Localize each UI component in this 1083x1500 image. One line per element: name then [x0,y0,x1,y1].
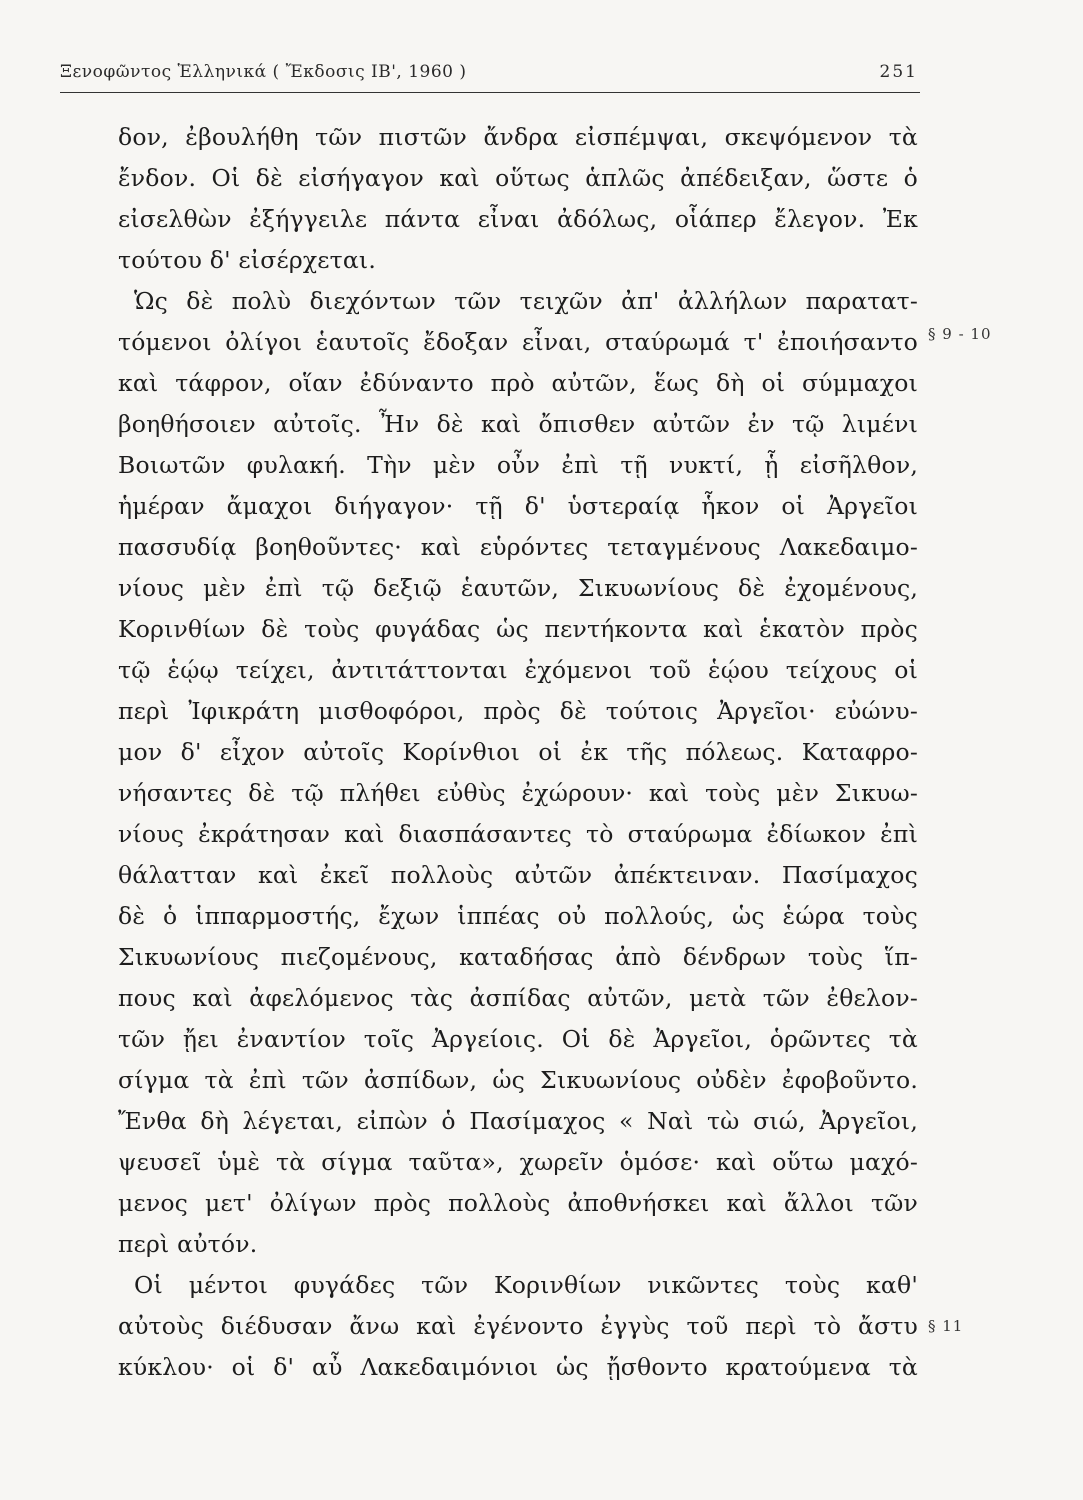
text-line: ἔνδον. Οἱ δὲ εἰσήγαγον καὶ οὕτως ἁπλῶς ἀπέδειξαν, ὥστε ὁ [118,164,918,192]
text-line: δὲ ὁ ἱππαρμοστής, ἔχων ἱππέας οὐ πολλούς, ὡς ἑώρα τοὺς [118,902,918,930]
text-line: θάλατταν καὶ ἐκεῖ πολλοὺς αὐτῶν ἀπέκτειναν. Πασίμαχος [118,861,918,889]
text-line: Κορινθίων δὲ τοὺς φυγάδας ὡς πεντήκοντα καὶ ἑκατὸν πρὸς [118,615,918,643]
text-line: νήσαντες δὲ τῷ πλήθει εὐθὺς ἐχώρουν· καὶ τοὺς μὲν Σικυω- [118,779,918,807]
text-line: περὶ αὐτόν. [118,1230,258,1258]
text-line: δον, ἐβουλήθη τῶν πιστῶν ἄνδρα εἰσπέμψαι, σκεψόμενον τὰ [118,123,918,151]
text-line: νίους ἐκράτησαν καὶ διασπάσαντες τὸ σταύρωμα ἐδίωκον ἐπὶ [118,820,918,848]
text-line: Σικυωνίους πιεζομένους, καταδήσας ἀπὸ δένδρων τοὺς ἵπ- [118,943,918,971]
text-line: μον δ' εἶχον αὐτοῖς Κορίνθιοι οἱ ἐκ τῆς πόλεως. Καταφρο- [118,738,918,766]
text-line: βοηθήσοιεν αὐτοῖς. Ἦν δὲ καὶ ὄπισθεν αὐτῶν ἐν τῷ λιμένι [118,410,918,438]
text-line: τόμενοι ὀλίγοι ἑαυτοῖς ἔδοξαν εἶναι, σταύρωμά τ' ἐποιήσαντο [118,328,918,356]
margin-note-section-11: § 11 [928,1317,964,1335]
text-line: Ὡς δὲ πολὺ διεχόντων τῶν τειχῶν ἀπ' ἀλλήλων παρατατ- [134,287,918,315]
text-line: μενος μετ' ὀλίγων πρὸς πολλοὺς ἀποθνήσκει καὶ ἄλλοι τῶν [118,1189,918,1217]
text-line: νίους μὲν ἐπὶ τῷ δεξιῷ ἑαυτῶν, Σικυωνίους δὲ ἐχομένους, [118,574,918,602]
header-rule [60,92,920,93]
text-line: Ἔνθα δὴ λέγεται, εἰπὼν ὁ Πασίμαχος « Ναὶ τὼ σιώ, Ἀργεῖοι, [118,1107,918,1135]
text-line: σίγμα τὰ ἐπὶ τῶν ἀσπίδων, ὡς Σικυωνίους οὐδὲν ἐφοβοῦντο. [118,1066,918,1094]
running-header [60,62,918,88]
text-line: τῷ ἑῴῳ τείχει, ἀντιτάττονται ἐχόμενοι τοῦ ἑῴου τείχους οἱ [118,656,918,684]
page-number: 251 [879,62,918,82]
text-line: τούτου δ' εἰσέρχεται. [118,246,377,274]
text-line: εἰσελθὼν ἐξήγγειλε πάντα εἶναι ἀδόλως, οἷάπερ ἔλεγον. Ἐκ [118,205,918,233]
text-line: καὶ τάφρον, οἵαν ἐδύναντο πρὸ αὐτῶν, ἕως δὴ οἱ σύμμαχοι [118,369,918,397]
text-line: κύκλου· οἱ δ' αὖ Λακεδαιμόνιοι ὡς ᾔσθοντο κρατούμενα τὰ [118,1353,918,1381]
margin-note-section-9-10: § 9 - 10 [928,325,992,343]
text-line: τῶν ᾔει ἐναντίον τοῖς Ἀργείοις. Οἱ δὲ Ἀργεῖοι, ὁρῶντες τὰ [118,1025,918,1053]
text-line: πους καὶ ἀφελόμενος τὰς ἀσπίδας αὐτῶν, μετὰ τῶν ἐθελον- [118,984,918,1012]
text-line: ψευσεῖ ὑμὲ τὰ σίγμα ταῦτα», χωρεῖν ὁμόσε· καὶ οὕτω μαχό- [118,1148,918,1176]
running-title: Ξενοφῶντος Ἑλληνικά ( Ἔκδοσις ΙΒ', 1960 ) [60,62,467,82]
text-line: αὐτοὺς διέδυσαν ἄνω καὶ ἐγένοντο ἐγγὺς τοῦ περὶ τὸ ἄστυ [118,1312,918,1340]
text-line: περὶ Ἰφικράτη μισθοφόροι, πρὸς δὲ τούτοις Ἀργεῖοι· εὐώνυ- [118,697,918,725]
body-text [118,117,918,1388]
text-line: πασσυδίᾳ βοηθοῦντες· καὶ εὑρόντες τεταγμένους Λακεδαιμο- [118,533,918,561]
text-line: Βοιωτῶν φυλακή. Τὴν μὲν οὖν ἐπὶ τῇ νυκτί, ᾗ εἰσῆλθον, [118,451,918,479]
text-line: Οἱ μέντοι φυγάδες τῶν Κορινθίων νικῶντες τοὺς καθ' [134,1271,918,1299]
text-line: ἡμέραν ἄμαχοι διήγαγον· τῇ δ' ὑστεραίᾳ ἧκον οἱ Ἀργεῖοι [118,492,918,520]
